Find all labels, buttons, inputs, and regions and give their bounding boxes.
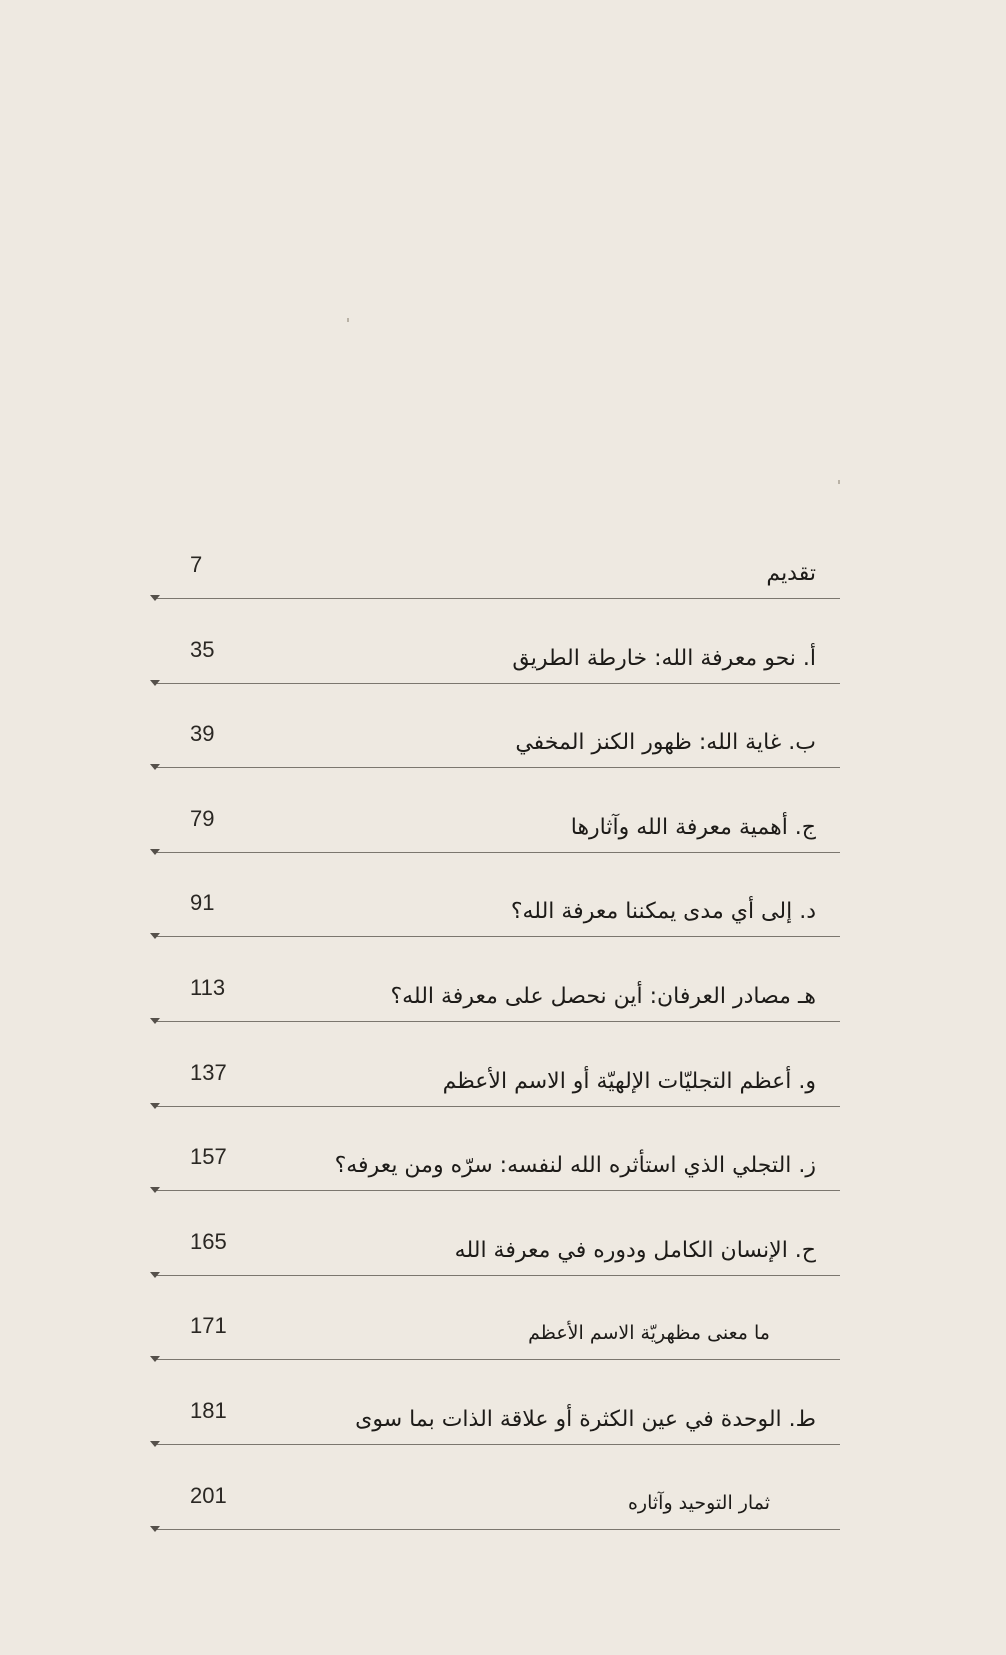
toc-entry <box>150 714 840 799</box>
toc-entry <box>150 545 840 630</box>
toc-entry-title: د. إلى أي مدى يمكننا معرفة الله؟ <box>510 899 816 925</box>
toc-entry <box>150 630 840 715</box>
toc-entry-title: ح. الإنسان الكامل ودوره في معرفة الله <box>454 1237 816 1263</box>
divider-tick-mark <box>150 595 160 601</box>
toc-page-number: 7 <box>190 552 203 577</box>
row-divider <box>156 1021 840 1022</box>
toc-subentry-title: ما معنى مظهريّة الاسم الأعظم <box>528 1322 770 1345</box>
toc-page-number: 35 <box>190 636 215 662</box>
toc-entry <box>150 1476 840 1561</box>
toc-entry <box>150 1137 840 1222</box>
toc-page-number: 171 <box>190 1313 227 1339</box>
row-divider <box>156 852 840 853</box>
divider-tick-mark <box>150 1103 160 1109</box>
row-divider <box>156 936 840 937</box>
divider-tick-mark <box>150 1187 160 1193</box>
toc-page-number: 79 <box>190 805 215 831</box>
row-divider <box>156 1106 840 1107</box>
toc-entry-title: ط. الوحدة في عين الكثرة أو علاقة الذات بما سوى <box>355 1406 816 1432</box>
toc-page-number: 91 <box>190 890 215 916</box>
divider-tick-mark <box>150 933 160 939</box>
divider-tick-mark <box>150 764 160 770</box>
row-divider <box>156 1275 840 1276</box>
toc-page-number: 181 <box>190 1397 227 1423</box>
toc-entry <box>150 799 840 884</box>
toc-entry-title: أ. نحو معرفة الله: خارطة الطريق <box>512 645 816 671</box>
row-divider <box>156 767 840 768</box>
row-divider <box>156 683 840 684</box>
table-of-contents <box>150 545 840 1560</box>
toc-page-number: 201 <box>190 1482 227 1508</box>
toc-entry <box>150 1222 840 1307</box>
toc-page-number: 113 <box>190 974 226 1000</box>
toc-page-number: 39 <box>190 721 215 747</box>
toc-subentry-title: ثمار التوحيد وآثاره <box>627 1491 770 1514</box>
divider-tick-mark <box>150 1356 160 1362</box>
row-divider <box>156 1529 840 1530</box>
paper-speck <box>838 480 840 484</box>
divider-tick-mark <box>150 680 160 686</box>
paper-speck <box>347 318 349 322</box>
divider-tick-mark <box>150 1441 160 1447</box>
divider-tick-mark <box>150 1018 160 1024</box>
toc-entry-title: و. أعظم التجليّات الإلهيّة أو الاسم الأعظم <box>442 1068 816 1094</box>
toc-entry-title: تقديم <box>766 561 816 586</box>
toc-page-number: 137 <box>190 1059 227 1085</box>
row-divider <box>156 1190 840 1191</box>
divider-tick-mark <box>150 849 160 855</box>
toc-page-number: 165 <box>190 1228 227 1254</box>
divider-tick-mark <box>150 1272 160 1278</box>
row-divider <box>156 598 840 599</box>
toc-entry <box>150 968 840 1053</box>
toc-entry <box>150 883 840 968</box>
row-divider <box>156 1359 840 1360</box>
toc-page-number: 157 <box>190 1144 227 1170</box>
toc-entry <box>150 1391 840 1476</box>
toc-entry-title: ب. غاية الله: ظهور الكنز المخفي <box>515 730 816 756</box>
divider-tick-mark <box>150 1526 160 1532</box>
toc-entry <box>150 1053 840 1138</box>
toc-entry <box>150 1306 840 1391</box>
row-divider <box>156 1444 840 1445</box>
toc-entry-title: ز. التجلي الذي استأثره الله لنفسه: سرّه ومن يعرفه؟ <box>334 1153 816 1179</box>
toc-entry-title: هـ مصادر العرفان: أين نحصل على معرفة الله؟ <box>390 983 816 1009</box>
toc-entry-title: ج. أهمية معرفة الله وآثارها <box>570 814 816 840</box>
